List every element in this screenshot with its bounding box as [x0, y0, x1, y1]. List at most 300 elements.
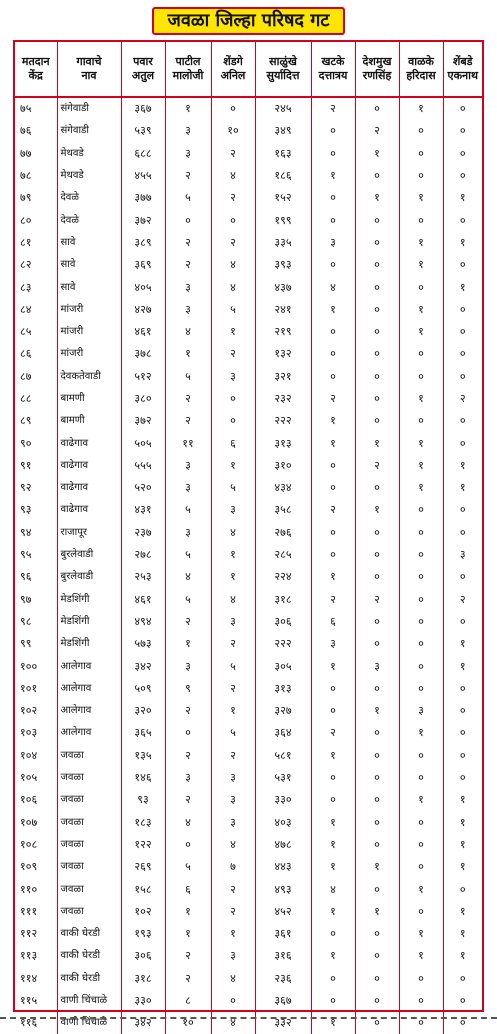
vote-count-cell: ४ [165, 566, 211, 588]
vote-count-cell: ० [355, 276, 399, 298]
vote-count-cell: २७८ [121, 544, 165, 566]
village-name-cell: मांजरी [57, 343, 121, 365]
vote-count-cell: २७६ [255, 522, 311, 544]
vote-count-cell: ५५५ [121, 455, 165, 477]
vote-count-cell: ० [399, 120, 443, 142]
vote-count-cell: ० [459, 771, 466, 785]
column-header [443, 42, 482, 97]
vote-count-cell: ४ [211, 276, 255, 298]
vote-count-cell: १ [311, 834, 355, 856]
vote-count-cell: ३१३ [255, 432, 311, 454]
vote-count-cell: ० [459, 1016, 466, 1030]
vote-count-cell: १ [399, 789, 443, 811]
vote-count-cell: ३ [211, 767, 255, 789]
vote-count-cell: ० [459, 614, 466, 628]
column-header-line: वाळके [408, 55, 434, 68]
results-table [15, 42, 482, 1034]
village-name-cell: वाढेगाव [57, 455, 121, 477]
vote-count-cell: १ [311, 856, 355, 878]
vote-count-cell: २ [165, 789, 211, 811]
vote-count-cell: २ [311, 388, 355, 410]
booth-number-cell: ८८ [15, 388, 57, 410]
table-row [15, 856, 482, 878]
vote-count-cell: ३६५ [121, 722, 165, 744]
booth-number-cell: ११३ [15, 945, 57, 967]
vote-count-cell: ५ [165, 499, 211, 521]
village-name-cell: सावे [57, 254, 121, 276]
vote-count-cell: ० [459, 302, 466, 316]
vote-count-cell: ४३४ [255, 477, 311, 499]
vote-count-cell: ४६१ [121, 321, 165, 343]
column-header-line: शेंबडे [452, 55, 473, 68]
vote-count-cell: ३७२ [121, 410, 165, 432]
vote-count-cell: ४३७ [255, 276, 311, 298]
vote-count-cell: १ [399, 923, 443, 945]
village-name-cell: आलेगाव [57, 700, 121, 722]
booth-number-cell: १११ [15, 901, 57, 923]
vote-count-cell: १ [399, 321, 443, 343]
vote-count-cell: १ [355, 856, 399, 878]
village-name-cell: देवकतेवाडी [57, 366, 121, 388]
vote-count-cell: १ [165, 901, 211, 923]
vote-count-cell: ३१८ [255, 589, 311, 611]
vote-count-cell: ३ [211, 366, 255, 388]
vote-count-cell: ० [311, 678, 355, 700]
vote-count-cell: ० [355, 611, 399, 633]
booth-number-cell: १०७ [15, 812, 57, 834]
vote-count-cell: ० [399, 499, 443, 521]
booth-number-cell: ९६ [15, 566, 57, 588]
vote-count-cell: ० [311, 209, 355, 231]
vote-count-cell: १ [311, 812, 355, 834]
vote-count-cell: ३१६ [255, 945, 311, 967]
vote-count-cell: २ [211, 143, 255, 165]
village-name-cell: जवळा [57, 812, 121, 834]
table-row [15, 700, 482, 722]
table-row [15, 834, 482, 856]
vote-count-cell: ० [355, 388, 399, 410]
vote-count-cell: ० [399, 343, 443, 365]
vote-count-cell: ३६१ [255, 923, 311, 945]
vote-count-cell: ३८० [121, 388, 165, 410]
vote-count-cell: ८ [165, 990, 211, 1012]
vote-count-cell: ३१३ [255, 678, 311, 700]
column-header-line: पवार [133, 55, 153, 68]
vote-count-cell: १ [459, 793, 466, 807]
vote-count-cell: २ [211, 633, 255, 655]
vote-count-cell: ३ [211, 945, 255, 967]
vote-count-cell: १ [211, 544, 255, 566]
vote-count-cell: ० [459, 525, 466, 539]
vote-count-cell: २ [211, 343, 255, 365]
vote-count-cell: ४ [211, 522, 255, 544]
vote-count-cell: ० [355, 968, 399, 990]
village-name-cell: मांजरी [57, 299, 121, 321]
village-name-cell: वाणी चिंचाळे [57, 990, 121, 1012]
vote-count-cell: २ [165, 945, 211, 967]
booth-number-cell: १०२ [15, 700, 57, 722]
vote-count-cell: ० [459, 503, 466, 517]
vote-count-cell: ० [311, 923, 355, 945]
vote-count-cell: १ [399, 187, 443, 209]
vote-count-cell: ३ [165, 299, 211, 321]
vote-count-cell: ० [459, 748, 466, 762]
village-name-cell: आलेगाव [57, 722, 121, 744]
vote-count-cell: ३४९ [255, 120, 311, 142]
column-header-line: अनिल [220, 69, 246, 82]
booth-number-cell: ११० [15, 878, 57, 900]
booth-number-cell: ११५ [15, 990, 57, 1012]
vote-count-cell: ३ [165, 477, 211, 499]
vote-count-cell: ० [399, 366, 443, 388]
vote-count-cell: २ [459, 592, 466, 606]
vote-count-cell: ० [311, 321, 355, 343]
vote-count-cell: ० [399, 745, 443, 767]
vote-count-cell: ४ [211, 968, 255, 990]
vote-count-cell: ३३२ [255, 1012, 311, 1034]
vote-count-cell: १ [211, 566, 255, 588]
column-header-line: अतुल [131, 69, 155, 82]
village-name-cell: मेडशिंगी [57, 611, 121, 633]
booth-number-cell: ११६ [15, 1012, 57, 1034]
vote-count-cell: ५ [165, 544, 211, 566]
vote-count-cell: ० [165, 209, 211, 231]
booth-number-cell: १०३ [15, 722, 57, 744]
vote-count-cell: ० [355, 566, 399, 588]
vote-count-cell: ० [211, 388, 255, 410]
village-name-cell: जवळा [57, 878, 121, 900]
village-name-cell: मेडशिंगी [57, 589, 121, 611]
column-header [121, 42, 165, 97]
booth-number-cell: ७५ [15, 97, 57, 120]
vote-count-cell: १ [311, 901, 355, 923]
village-name-cell: जवळा [57, 767, 121, 789]
vote-count-cell: ३९३ [255, 254, 311, 276]
vote-count-cell: ५०९ [121, 678, 165, 700]
vote-count-cell: १ [399, 945, 443, 967]
vote-count-cell: २ [165, 232, 211, 254]
vote-count-cell: ३३० [121, 990, 165, 1012]
vote-count-cell: ७ [211, 856, 255, 878]
vote-count-cell: ३२१ [255, 366, 311, 388]
title-banner [0, 7, 497, 35]
vote-count-cell: ० [355, 745, 399, 767]
vote-count-cell: १ [459, 904, 466, 918]
village-name-cell: मेथवडे [57, 143, 121, 165]
vote-count-cell: ० [399, 165, 443, 187]
vote-count-cell: ० [459, 882, 466, 896]
vote-count-cell: २ [165, 410, 211, 432]
vote-count-cell: ३०६ [255, 611, 311, 633]
vote-count-cell: ६ [311, 611, 355, 633]
village-name-cell: बुरलेवाडी [57, 544, 121, 566]
vote-count-cell: १३५ [121, 745, 165, 767]
vote-count-cell: १८६ [255, 165, 311, 187]
vote-count-cell: ० [459, 347, 466, 361]
vote-count-cell: २३६ [255, 968, 311, 990]
village-name-cell: वाकी घेरडी [57, 968, 121, 990]
vote-count-cell: ११ [165, 432, 211, 454]
vote-count-cell: २५३ [121, 566, 165, 588]
booth-number-cell: ८५ [15, 321, 57, 343]
vote-count-cell: २८५ [255, 544, 311, 566]
vote-count-cell: ० [399, 968, 443, 990]
vote-count-cell: ३ [459, 548, 466, 562]
table-row [15, 522, 482, 544]
vote-count-cell: ० [459, 681, 466, 695]
vote-count-cell: १०२ [121, 901, 165, 923]
column-header [211, 42, 255, 97]
vote-count-cell: ३ [165, 143, 211, 165]
table-row [15, 388, 482, 410]
table-row [15, 254, 482, 276]
vote-count-cell: १३२ [255, 343, 311, 365]
vote-count-cell: २२४ [255, 566, 311, 588]
village-name-cell: संगेवाडी [57, 97, 121, 120]
vote-count-cell: ० [399, 566, 443, 588]
vote-count-cell: ६ [165, 878, 211, 900]
vote-count-cell: १ [311, 165, 355, 187]
vote-count-cell: ४ [311, 878, 355, 900]
vote-count-cell: १ [399, 722, 443, 744]
vote-count-cell: ० [399, 209, 443, 231]
vote-count-cell: ० [355, 834, 399, 856]
vote-count-cell: ० [311, 477, 355, 499]
vote-count-cell: २ [211, 187, 255, 209]
vote-count-cell: ० [355, 522, 399, 544]
vote-count-cell: ३ [211, 611, 255, 633]
column-header-line: साळुंखे [269, 55, 297, 68]
vote-count-cell: ० [399, 589, 443, 611]
vote-count-cell: १ [399, 97, 443, 120]
vote-count-cell: ० [311, 187, 355, 209]
vote-count-cell: १ [399, 299, 443, 321]
vote-count-cell: ३६४ [255, 722, 311, 744]
vote-count-cell: ३७८ [121, 343, 165, 365]
vote-count-cell: ३ [211, 499, 255, 521]
vote-count-cell: ० [399, 834, 443, 856]
table-row [15, 97, 482, 120]
vote-count-cell: ३४२ [121, 655, 165, 677]
vote-count-cell: २ [355, 589, 399, 611]
vote-count-cell: ३६७ [121, 97, 165, 120]
vote-count-cell: ० [355, 299, 399, 321]
vote-count-cell: ३७७ [121, 187, 165, 209]
vote-count-cell: २ [311, 589, 355, 611]
column-header-line: नाव [81, 69, 97, 82]
vote-count-cell: ० [399, 767, 443, 789]
vote-count-cell: ० [459, 414, 466, 428]
village-name-cell: वाकी घेरडी [57, 923, 121, 945]
table-body [15, 97, 482, 1034]
table-row [15, 120, 482, 142]
vote-count-cell: ० [355, 366, 399, 388]
vote-count-cell: ० [459, 258, 466, 272]
village-name-cell: संगेवाडी [57, 120, 121, 142]
vote-count-cell: २ [311, 97, 355, 120]
vote-count-cell: ३०६ [121, 945, 165, 967]
vote-count-cell: २ [311, 499, 355, 521]
vote-count-cell: २ [459, 392, 466, 405]
vote-count-cell: ४ [165, 321, 211, 343]
column-header-line: सुर्यादित्त [266, 69, 300, 82]
column-header [399, 42, 443, 97]
table-row [15, 901, 482, 923]
vote-count-cell: ४९४ [121, 611, 165, 633]
village-name-cell: आलेगाव [57, 678, 121, 700]
booth-number-cell: ११४ [15, 968, 57, 990]
booth-number-cell: ९८ [15, 611, 57, 633]
vote-count-cell: ० [355, 878, 399, 900]
vote-count-cell: २ [355, 455, 399, 477]
vote-count-cell: ० [355, 812, 399, 834]
vote-count-cell: ४९३ [255, 878, 311, 900]
village-name-cell: जवळा [57, 745, 121, 767]
vote-count-cell: ० [355, 722, 399, 744]
vote-count-cell: २१९ [255, 321, 311, 343]
vote-count-cell: ३३५ [255, 232, 311, 254]
table-row [15, 321, 482, 343]
vote-count-cell: १ [355, 499, 399, 521]
booth-number-cell: ८१ [15, 232, 57, 254]
column-header [311, 42, 355, 97]
vote-count-cell: १ [459, 815, 466, 829]
vote-count-cell: ३६९ [121, 254, 165, 276]
booth-number-cell: ८४ [15, 299, 57, 321]
vote-count-cell: ० [355, 232, 399, 254]
booth-number-cell: १०४ [15, 745, 57, 767]
vote-count-cell: ३७२ [121, 209, 165, 231]
vote-count-cell: ५१२ [121, 366, 165, 388]
village-name-cell: सावे [57, 232, 121, 254]
vote-count-cell: ३ [165, 655, 211, 677]
vote-count-cell: ० [355, 410, 399, 432]
vote-count-cell: ० [355, 1012, 399, 1034]
booth-number-cell: ८७ [15, 366, 57, 388]
village-name-cell: वाढेगाव [57, 432, 121, 454]
page-title: जवळा जिल्हा परिषद गट [152, 7, 346, 35]
vote-count-cell: ० [399, 522, 443, 544]
table-row [15, 209, 482, 231]
vote-count-cell: ५२० [121, 477, 165, 499]
table-row [15, 789, 482, 811]
vote-count-cell: ४३१ [121, 499, 165, 521]
table-row [15, 455, 482, 477]
column-header [255, 42, 311, 97]
village-name-cell: मांजरी [57, 321, 121, 343]
vote-count-cell: १ [459, 481, 466, 495]
vote-count-cell: ० [355, 477, 399, 499]
vote-count-cell: २ [211, 878, 255, 900]
vote-count-cell: १ [399, 477, 443, 499]
vote-count-cell: २ [211, 901, 255, 923]
vote-count-cell: ० [165, 722, 211, 744]
vote-count-cell: १ [459, 280, 466, 294]
vote-count-cell: २ [165, 165, 211, 187]
vote-count-cell: १६३ [255, 143, 311, 165]
vote-count-cell: ५८१ [255, 745, 311, 767]
vote-count-cell: ० [355, 945, 399, 967]
column-header [355, 42, 399, 97]
vote-count-cell: ४४३ [255, 856, 311, 878]
booth-number-cell: ९५ [15, 544, 57, 566]
vote-count-cell: १ [165, 633, 211, 655]
vote-count-cell: ० [459, 213, 466, 227]
village-name-cell: वाढेगाव [57, 477, 121, 499]
table-row [15, 812, 482, 834]
vote-count-cell: ३ [165, 455, 211, 477]
vote-count-cell: १० [165, 1012, 211, 1034]
vote-count-cell: १४६ [121, 767, 165, 789]
vote-count-cell: ० [399, 856, 443, 878]
vote-count-cell: १ [311, 745, 355, 767]
village-name-cell: मेडशिंगी [57, 633, 121, 655]
village-name-cell: वाढेगाव [57, 499, 121, 521]
table-row [15, 477, 482, 499]
table-row [15, 276, 482, 298]
vote-count-cell: ० [399, 544, 443, 566]
vote-count-cell: ३ [355, 655, 399, 677]
column-header-line: हरिदास [406, 69, 436, 82]
vote-count-cell: ० [311, 522, 355, 544]
table-row [15, 343, 482, 365]
vote-count-cell: ० [459, 994, 466, 1008]
vote-count-cell: ३ [165, 276, 211, 298]
vote-count-cell: १ [211, 923, 255, 945]
vote-count-cell: ३४२ [121, 1012, 165, 1034]
vote-count-cell: ० [311, 767, 355, 789]
vote-count-cell: १२२ [121, 834, 165, 856]
vote-count-cell: १ [211, 455, 255, 477]
vote-count-cell: १ [211, 321, 255, 343]
results-table-frame [13, 40, 484, 1030]
village-name-cell: बामणी [57, 410, 121, 432]
vote-count-cell: ३ [211, 812, 255, 834]
vote-count-cell: ५३१ [255, 767, 311, 789]
vote-count-cell: ० [399, 143, 443, 165]
vote-count-cell: ० [211, 97, 255, 120]
vote-count-cell: ३ [165, 120, 211, 142]
vote-count-cell: ५ [211, 477, 255, 499]
village-name-cell: जवळा [57, 856, 121, 878]
vote-count-cell: ३१० [255, 455, 311, 477]
village-name-cell: राजापूर [57, 522, 121, 544]
vote-count-cell: २६९ [121, 856, 165, 878]
village-name-cell: जवळा [57, 901, 121, 923]
vote-count-cell: ० [459, 369, 466, 383]
table-row [15, 722, 482, 744]
table-row [15, 499, 482, 521]
column-header-line: शेंडगे [223, 55, 243, 68]
vote-count-cell: ५ [165, 589, 211, 611]
column-header-line: देशमुख [362, 55, 392, 68]
vote-count-cell: ३ [165, 767, 211, 789]
vote-count-cell: १ [355, 901, 399, 923]
vote-count-cell: २२२ [255, 410, 311, 432]
table-row [15, 745, 482, 767]
vote-count-cell: ० [311, 143, 355, 165]
village-name-cell: सावे [57, 276, 121, 298]
table-row [15, 232, 482, 254]
booth-number-cell: ११२ [15, 923, 57, 945]
vote-count-cell: १ [311, 945, 355, 967]
vote-count-cell: ३२० [121, 700, 165, 722]
table-header-row [15, 42, 482, 97]
vote-count-cell: ६ [211, 432, 255, 454]
vote-count-cell: ० [355, 544, 399, 566]
vote-count-cell: ३१८ [121, 968, 165, 990]
vote-count-cell: १ [311, 655, 355, 677]
